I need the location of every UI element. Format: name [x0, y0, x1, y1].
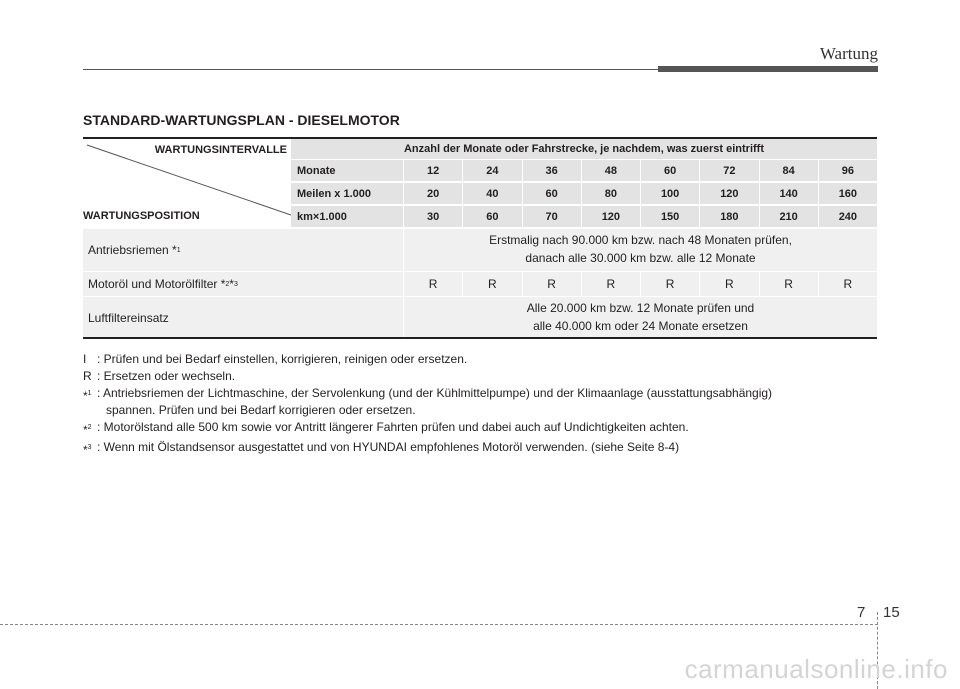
interval-value: 160 [818, 182, 877, 204]
footer-rule [0, 624, 878, 625]
interval-value: 48 [581, 159, 640, 181]
running-header: Wartung [819, 44, 878, 63]
interval-value: 60 [462, 205, 521, 227]
interval-value: 84 [759, 159, 818, 181]
note-item: *$^2$ : Motorölstand alle 500 km sowie vor Antritt längerer Fahrten prüfen und dabei auch auf Undichtigkeiten achten. [83, 420, 689, 437]
interval-header: Anzahl der Monate oder Fahrstrecke, je nachdem, was zuerst eintrifft [291, 139, 877, 159]
corner-label-positions: WARTUNGSPOSITION [83, 210, 200, 222]
header-rule-accent [658, 66, 878, 72]
header-rule [83, 69, 658, 70]
interval-value: 36 [522, 159, 581, 181]
interval-value: 180 [699, 205, 758, 227]
row-item-name: Antriebsriemen * 1 [88, 243, 181, 257]
interval-value: 70 [522, 205, 581, 227]
row-item-name: Luftfiltereinsatz [88, 310, 169, 325]
interval-value: 60 [522, 182, 581, 204]
table-bottom-rule [83, 337, 877, 339]
interval-value: 20 [403, 182, 462, 204]
note-item: *$^1$ : Antriebsriemen der Lichtmaschine, der Servolenkung (und der Kühlmittelpumpe) und der Klimaanlage (ausstattungsabhängig) spannen. Prüfen und bei Bedarf korrigieren oder ersetzen. [83, 386, 773, 417]
corner-label-intervals: WARTUNGSINTERVALLE [154, 144, 287, 156]
note-item: *$^3$ : Wenn mit Ölstandsensor ausgestattet und von HYUNDAI empfohlenes Motoröl verwenden. (siehe Seite 8-4) [83, 440, 680, 457]
page-number: 15 [883, 604, 900, 621]
table-row-drive-belt [83, 228, 877, 271]
interval-value: 80 [581, 182, 640, 204]
interval-value: 40 [462, 182, 521, 204]
section-title: STANDARD-WARTUNGSPLAN - DIESELMOTOR [83, 112, 400, 128]
interval-value: 210 [759, 205, 818, 227]
footnotes [83, 351, 883, 459]
interval-value: 96 [818, 159, 877, 181]
table-row-engine-oil [83, 271, 877, 296]
maintenance-table [83, 137, 877, 341]
row-instruction: Alle 20.000 km bzw. 12 Monate prüfen und alle 40.000 km oder 24 Monate ersetzen [403, 297, 877, 338]
interval-value: 72 [699, 159, 758, 181]
row-instruction: Erstmalig nach 90.000 km bzw. nach 48 Monaten prüfen, danach alle 30.000 km bzw. alle 12 Monate [403, 229, 877, 271]
interval-row-label: km×1.000 [291, 205, 403, 227]
row-action-cell: R [640, 272, 699, 296]
interval-value: 100 [640, 182, 699, 204]
interval-value: 60 [640, 159, 699, 181]
interval-value: 150 [640, 205, 699, 227]
note-item: R : Ersetzen oder wechseln. [83, 369, 236, 383]
interval-row-label: Meilen x 1.000 [291, 182, 403, 204]
interval-row-km [291, 205, 877, 227]
table-row-air-filter [83, 296, 877, 338]
row-action-cell: R [462, 272, 521, 296]
row-action-cell: R [759, 272, 818, 296]
row-action-cell: R [403, 272, 462, 296]
interval-value: 30 [403, 205, 462, 227]
interval-value: 24 [462, 159, 521, 181]
row-item-name: Motoröl und Motorölfilter * 2 * 3 [88, 277, 238, 291]
row-action-cell: R [581, 272, 640, 296]
interval-value: 12 [403, 159, 462, 181]
interval-row-months [291, 159, 877, 181]
interval-row-label: Monate [291, 159, 403, 181]
row-action-cell: R [818, 272, 877, 296]
note-item: I : Prüfen und bei Bedarf einstellen, korrigieren, reinigen oder ersetzen. [83, 352, 468, 366]
interval-row-miles [291, 182, 877, 204]
row-action-cell: R [699, 272, 758, 296]
interval-value: 120 [699, 182, 758, 204]
watermark: carmanualsonline.info [684, 654, 948, 684]
chapter-number: 7 [857, 604, 866, 621]
row-action-cell: R [522, 272, 581, 296]
interval-value: 240 [818, 205, 877, 227]
table-corner-cell [83, 139, 291, 227]
interval-value: 140 [759, 182, 818, 204]
interval-value: 120 [581, 205, 640, 227]
